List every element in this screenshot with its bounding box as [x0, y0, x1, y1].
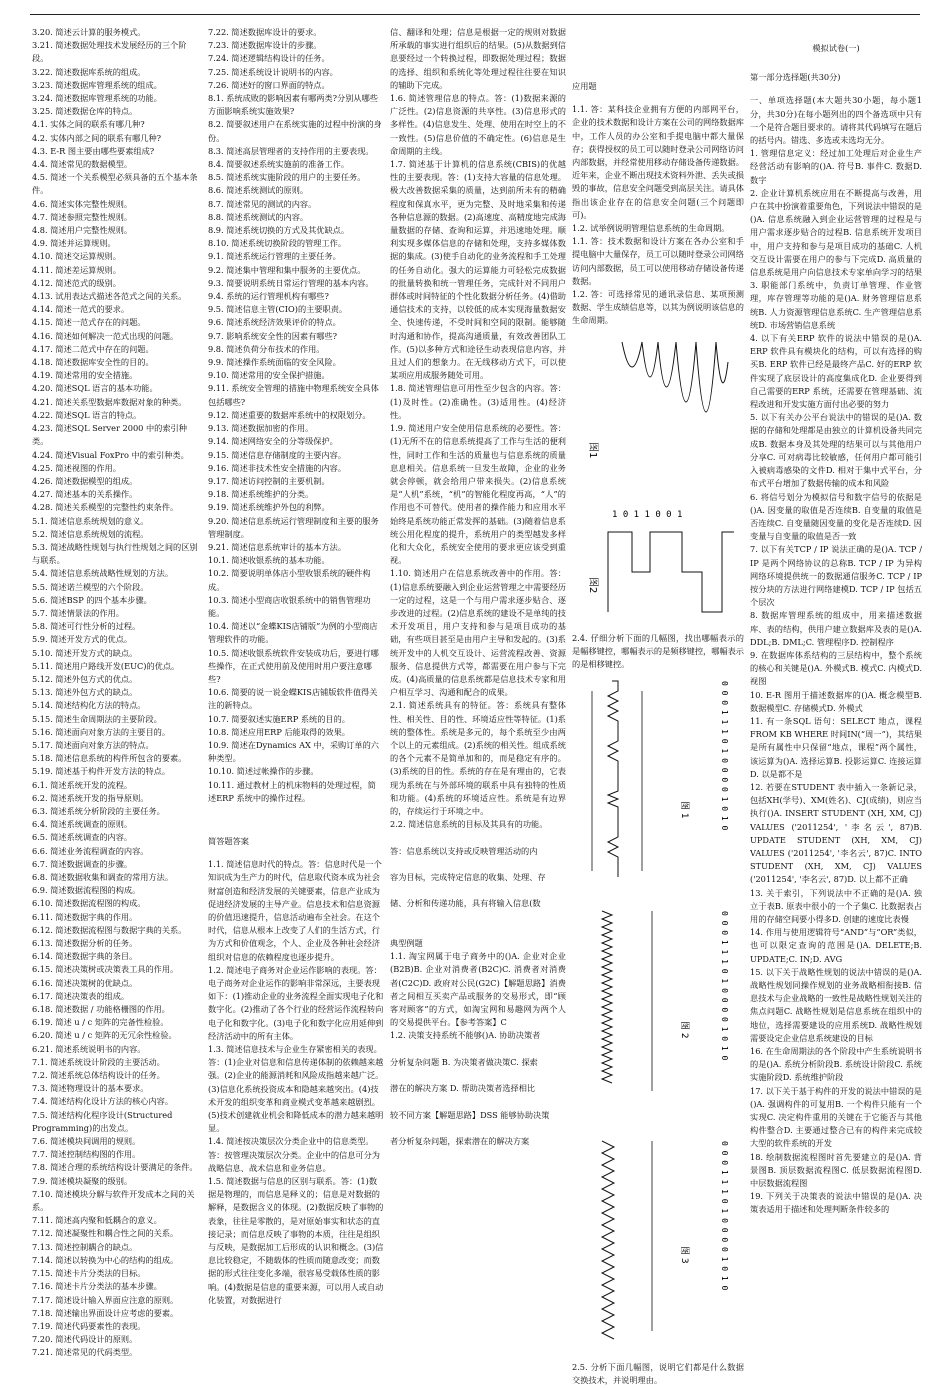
question-item: 5.10. 简述开发方式的缺点。: [32, 647, 138, 658]
question-item: 4.28. 简述关系模型的完整性约束条件。: [32, 502, 179, 513]
answer-list: [208, 858, 384, 1307]
question-item: 4.15. 简述一范式存在的问题。: [32, 317, 146, 328]
question-item: 10.10. 简述过帐操作的步骤。: [208, 766, 319, 777]
question-item: 10.4. 简述以“金蝶KIS店铺版”为例的小型商店管理软件的功能。: [208, 621, 378, 645]
question-item: 4.22. 简述SQL 语言的特点。: [32, 409, 142, 420]
question-item: 3.20. 简述云计算的服务模式。: [32, 27, 146, 37]
exam-question: 7. 以下有关TCP / IP 说法正确的是()A. TCP / IP 是两个网络协议的总称B. TCP / IP 为异构网络环境提供统一的数据通信服务C. TCP / IP 按分块的方法进行网络建模D. TCP / IP 包括五个层次: [750, 544, 922, 608]
fig-a-bits: 0 0 0 1 1 1 0 1 0 0 0 0 1 0 1 0: [720, 681, 729, 831]
exam-question: 6. 将信号划分为模拟信号和数字信号的依据是()A. 因变量的取值是否连续B. 自变量的取值是否连续C. 自变量随因变量的变化是否连续D. 因变量与自变量的取值是否一致: [750, 491, 922, 542]
question-item: 7.19. 简述代码要素性的表现。: [32, 1320, 146, 1331]
question-item: 5.6. 简述BSP 的四个基本步骤。: [32, 594, 152, 605]
question-item: 3.21. 简述数据处理技术发展经历的三个阶段。: [32, 40, 187, 64]
question-item: 6.13. 简述数据分析的任务。: [32, 938, 138, 949]
question-item: 10.6. 简要的说一说金蝶KIS店铺版软件值得关注的新特点。: [208, 687, 378, 711]
question-item: 9.21. 简述信息系统审计的基本方法。: [208, 541, 347, 552]
modulation-plot-1: [592, 681, 729, 877]
question-item: 8.10. 简述系统切换阶段的管理工作。: [208, 238, 347, 249]
question-item: 5.4. 简述信息系统战略性规划的方法。: [32, 568, 174, 579]
fig-c-label: 图 3: [679, 1246, 689, 1264]
question-item: 10.5. 简述收银系统软件安装成功后，要进行哪些操作，在正式使用前及使用时用户要注意哪些?: [208, 647, 379, 684]
question-item: 5.8. 简述可行性分析的过程。: [32, 621, 141, 632]
exam-question: 9. 在数据库体系结构的三层结构中，整个系统的核心和关键是()A. 外模式B. 模式C. 内模式D. 视图: [750, 649, 922, 687]
answer-item: 1.4. 简述按决策层次分类企业中的信息类型。答：按管理决策层次分类。企业中的信息可分为战略信息、战术信息和业务信息。: [208, 1136, 380, 1173]
question-item: 5.3. 简述战略性规划与执行性规划之间的区别与联系。: [32, 541, 198, 566]
exam-question: 19. 下列关于决策表的说法中错误的是()A. 决策表适用于描述和处理判断条件较多的: [750, 1191, 922, 1215]
exam-question: 1. 管理信息定义：经过加工处理后对企业生产经营活动有影响的()A. 符号B. 事件C. 数据D. 数字: [750, 148, 922, 185]
question-item: 5.15. 简述生命周期法的主要阶段。: [32, 713, 162, 724]
question-item: 9.12. 简述重要的数据库系统中的权限划分。: [208, 409, 371, 420]
exam-question: 12. 若要在STUDENT 表中插入一条新记录，包括XH(学号)、XM(姓名)、CJ(成绩)，则应当执行()A. INSERT STUDENT (XH, XM, CJ) VALUES ('2011254', '李名云', 87)B. UPDATE STUDENT (XH, XM, CJ) VALUES ('2011254', '李名云', 87)C. INTO STUDENT (XH, XM, CJ) VALUES ('2011254', '李名云', 87)D. 以上都不正确: [750, 781, 922, 885]
question-item: 8.1. 系统成败的影响因素有哪两类?分别从哪些方面影响系统实施效果?: [208, 93, 378, 117]
question-item: 3.24. 简述数据库管理系统的功能。: [32, 93, 162, 104]
text-item: [390, 1069, 566, 1082]
fig2-bits: 1 0 1 1 0 0 1: [612, 509, 683, 520]
question-item: 4.4. 简述常见的数据模型。: [32, 159, 133, 170]
text-item: 2.2. 简述信息系统的目标及其具有的功能。: [390, 819, 548, 830]
exam-question: 3. 职能部门系统中，负责订单管理、作业管理，库存管理等功能的是()A. 财务管理信息系统B. 人力资源管理信息系统C. 生产管理信息系统D. 市场营销信息系统: [750, 280, 922, 330]
question-item: 5.9. 简述开发方式的优点。: [32, 634, 133, 645]
text-item: 答：信息系统以支持或反映管理活动的内: [390, 845, 538, 856]
question-item: 9.14. 简述网络安全的分等级保护。: [208, 436, 338, 447]
exam-question: 2. 企业计算机系统应用在不断提高与改善，用户在其中扮演着重要角色，下列说法中错误的是()A. 信息系统融入到企业运营管理的过程是与用户需求逐步贴合的过程B. 信息系统开发项目中，用户支持和参与是项目成功的基础C. 人机交互设计需要在用户的参与下完成D. 高质量的信息系统是用户向信息技术专家单向学习的结果: [750, 187, 922, 278]
question-item: 9.17. 简述访问控制的主要机制。: [208, 475, 330, 486]
question-item: 7.15. 简述卡片分类法的目标。: [32, 1268, 146, 1279]
exam-question: 10. E-R 图用于描述数据库的()A. 概念模型B. 数据模型C. 存储模式D. 外模式: [750, 689, 922, 713]
question-item: 4.10. 简述交运算规则。: [32, 251, 121, 262]
question-item: 4.18. 简述数据库安全性的目的。: [32, 357, 154, 368]
exam-question: 17. 以下关于基于构件的开发的说法中错误的是()A. 强调构件的可复用B. 一个构件只能有一个实现C. 决定构件重用的关键在于它能否与其他构件整合D. 主要通过整合已有的构件来完成较大型的软件系统的开发: [750, 1085, 922, 1149]
question-item: 9.6. 简述系统经济效果评价的特点。: [208, 317, 341, 328]
app-question: 1.1. 答：某科技企业拥有方便的内部网平台，企业的技术数据和设计方案在公司的网络数据库中，工作人员的办公室和手提电脑中都大量保存；获得授权的员工可以随时登录公司网络访问内部数据，并经常使用移动存储设备传递数据。近年来，企业不断出现技术资料外泄、丢失或损毁的事故，信息安全问题受到高层关注。请具体指出该企业存在的信息安全问题(三个问题即可)。: [572, 104, 744, 220]
question-item: 4.3. E-R 图主要由哪些要素组成?: [32, 145, 155, 156]
question-item: 9.10. 简述常用的安全保护措施。: [208, 370, 330, 381]
question-item: 7.18. 简述输出界面设计应考虑的要素。: [32, 1307, 179, 1318]
question-item: 4.5. 简述一个关系模型必须具备的五个基本条件。: [32, 172, 198, 196]
question-item: 6.10. 简述数据流程图的构成。: [32, 898, 146, 909]
question-item: 9.2. 简述集中管理和集中服务的主要优点。: [208, 264, 366, 275]
question-item: 8.5. 简述系统实施阶段的用户的主要任务。: [208, 172, 366, 183]
question-item: 7.13. 简述控制耦合的缺点。: [32, 1241, 138, 1252]
question-item: 3.22. 简述数据库系统的组成。: [32, 66, 146, 77]
app-question: 1.2. 试举例说明管理信息系统的生命周期。: [572, 223, 730, 234]
text-item: [390, 911, 566, 924]
question-item: 9.4. 系统的运行管理机构有哪些?: [208, 291, 329, 302]
question-item: 7.10. 简述模块分解与软件开发成本之间的关系。: [32, 1188, 195, 1213]
text-item: 信、翻译和处理；信息是根据一定的规则对数据所承载的事实进行组织后的结果。(5)从数据到信息要经过一个转换过程，即数据处理过程；数据的选择、组织和系统化等处理过程往往要在知识的辅助下完成。: [390, 27, 566, 90]
exam-question: 8. 数据库管理系统的组成中，用来描述数据库、表的结构，供用户建立数据库及表的是()A. DDL;B. DML;C. 管理程序D. 控制程序: [750, 610, 922, 647]
question-item: 4.1. 实体之间的联系有哪几种?: [32, 119, 145, 130]
question-item: 5.2. 简述信息系统规划的流程。: [32, 528, 149, 539]
text-item: [390, 1043, 566, 1056]
answer-item: 1.3. 简述信息技术与企业生存紧密相关的表现。答：(1)企业对信息和信息传递体制的依赖越来越强。(2)企业的能源消耗和风险成指越来越广泛。(3)信息化系统投资成本和隐越来越突出。(4)技术开发的组织变革和商业模式变革越来越剧烈。(5)技术创建就业机会和降低成本的潜力越来越明显。: [208, 1044, 384, 1134]
question-item: 10.8. 简述应用ERP 后能取得的效果。: [208, 726, 350, 737]
question-item: 7.6. 简述模块间调用的规则。: [32, 1136, 141, 1147]
exam-question: 16. 在生命周期法的各个阶段中产生系统说明书的是()A. 系统分析阶段B. 系统设计阶段C. 系统实施阶段D. 系统维护阶段: [750, 1046, 922, 1083]
question-item: 7.22. 简述数据库设计的要求。: [208, 27, 322, 37]
column-2: [208, 26, 384, 1307]
question-item: 5.18. 简述信息系统的构件所包含的要素。: [32, 753, 187, 764]
question-item: 6.18. 简述数据 / 功能格栅图的作用。: [32, 1004, 170, 1015]
signal-figure-1: [572, 332, 744, 632]
question-item: 8.8. 简述系统测试的内容。: [208, 211, 309, 222]
text-item: [390, 924, 566, 937]
question-item: 10.1. 简述收银系统的基本功能。: [208, 555, 330, 566]
question-item: 7.12. 简述凝聚性和耦合性之间的关系。: [32, 1228, 179, 1239]
question-item: 4.7. 简述参照完整性规则。: [32, 211, 133, 222]
question-item: 4.13. 试用表达式描述各范式之间的关系。: [32, 291, 187, 302]
question-item: 5.5. 简述诺兰模型的六个阶段。: [32, 581, 149, 592]
exam-question: 13. 关于索引，下列说法中不正确的是()A. 独立于表B. 原表中很小的一个子集C. 比数据表占用的存储空间要小得多D. 创建的速度比表慢: [750, 887, 922, 924]
text-item: 典型例题: [390, 938, 423, 949]
answer-item: 1.5. 简述数据与信息的区别与联系。答：(1)数据是物理的，而信息是释义的；信息是对数据的解释，是数据含义的体现。(2)数据反映了事物的表象，往往是零散的，是对原始事实和状态的直接记录；而信息反映了事物的本质，往往是组织与反映，是数据加工后形成的认识和概念。(3)信息比较稳定，不随载体的性质而随意改变；而数据的形式往往变化多端，很容易受载体性质的影响。(4)数据是信息的重要来源，可以用人或自动化装置，对数据进行: [208, 1176, 384, 1305]
question-item: 4.9. 简述并运算规则。: [32, 238, 116, 249]
question-item: 9.5. 简述信息主管(CIO)的主要职责。: [208, 304, 348, 315]
question-item: 5.16. 简述面向对象方法的主要目的。: [32, 726, 171, 737]
text-item: [390, 1122, 566, 1135]
text-item: 潜在的解决方案 D. 帮助决策者选择相比: [390, 1083, 536, 1094]
fig-c-bits: 0 0 0 1 1 1 0 1 0 0 0 0 1 0 1 0: [720, 1141, 729, 1291]
question-item: 9.16. 简述非技术性安全措施的内容。: [208, 462, 347, 473]
question-item: 4.25. 简述视图的作用。: [32, 462, 121, 473]
exam-question: 18. 绘制数据流程图时首先要建立的是()A. 背景图B. 顶层数据流程图C. 低层数据流程图D. 中层数据流程图: [750, 1151, 922, 1189]
question-item: 7.25. 简述系统设计说明书的内容。: [208, 66, 338, 77]
fig1-label: 图1: [587, 441, 598, 459]
question-item: 10.7. 简要叙述实施ERP 系统的目的。: [208, 713, 350, 724]
question-item: 9.7. 影响系统安全性的因素有哪些?: [208, 330, 338, 341]
question-item: 6.6. 简述业务流程调查的内容。: [32, 845, 149, 856]
text-item: 者分析复杂问题，探索潜在的解决方案: [390, 1136, 530, 1147]
question-item: 9.13. 简述数据加密的作用。: [208, 423, 314, 434]
question-item: 7.4. 简述结构化设计方法的核心内容。: [32, 1096, 174, 1107]
question-item: 6.1. 简述系统开发的流程。: [32, 779, 133, 790]
question-item: 5.17. 简述面向对象方法的特点。: [32, 739, 154, 750]
question-item: 4.17. 简述二范式中存在的问题。: [32, 343, 154, 354]
question-item: 9.18. 简述系统维护的分类。: [208, 489, 314, 500]
question-item: 7.26. 简述好的窗口界面的特点。: [208, 79, 330, 90]
question-item: 7.1. 简述系统设计阶段的主要活动。: [32, 1056, 165, 1067]
exam-question: 11. 有一条SQL 语句：SELECT 地点，课程FROM KB WHERE 时间IN(“周一”)，其结果是所有属性中只保留“地点，课程”两个属性，该运算为()A. 选择运算B. 投影运算C. 连接运算D. 以是都不是: [750, 715, 922, 779]
question-item: 6.9. 简述数据流程图的构成。: [32, 885, 141, 896]
fig-a-label: 图 1: [679, 801, 689, 819]
column-3: [390, 26, 566, 1148]
exam-question: 14. 作用与使用逻辑符号“AND”与“OR”类似，也可以限定查询的范围是()A. DELETE;B. UPDATE;C. IN;D. AVG: [750, 927, 922, 964]
question-item: 9.20. 简述信息系统运行管理制度和主要的服务管理制度。: [208, 515, 379, 539]
section-heading-answers: 简答题答案: [208, 835, 249, 846]
app-answer: 1.2. 答：可选择常见的通讯录信息、某项预测数据、学生成绩信息等，以其为例说明该信息的生命周期。: [572, 289, 744, 326]
question-item: 8.4. 简要叙述系统实施前的准备工作。: [208, 159, 350, 170]
text-item: 1.2. 决策支持系统不能够()A. 协助决策者: [390, 1030, 541, 1041]
question-item: 10.9. 简述在Dynamics AX 中，采购订单的六种类型。: [208, 739, 379, 764]
question-item: 4.11. 简述差运算规则。: [32, 264, 121, 275]
question-item: 8.7. 简述常见的测试的内容。: [208, 198, 317, 209]
answer-item: 1.2. 简述电子商务对企业运作影响的表现。答：电子商务对企业运作的影响非常深远，主要表现如下：(1)推动企业的业务流程全面实现电子化和数字化。(2)推动了各个行业的经营运作流程转向电子化和数字化。(3)电子化和数字化应用延伸到经济活动中的所有主体。: [208, 964, 384, 1041]
question-item: 5.19. 简述基于构件开发方法的特点。: [32, 766, 171, 777]
question-item: 7.11. 简述高内聚和低耦合的意义。: [32, 1215, 162, 1226]
question-item: 5.12. 简述外包方式的优点。: [32, 673, 138, 684]
question-item: 6.5. 简述系统调查的内容。: [32, 832, 133, 843]
question-item: 9.8. 简述负荷分布技术的作用。: [208, 343, 325, 354]
question-item: 4.2. 实体内部之间的联系有哪几种?: [32, 132, 162, 143]
question-item: 6.15. 简述决策树或决策表工具的作用。: [32, 964, 179, 975]
question-item: 4.26. 简述数据模型的组成。: [32, 475, 138, 486]
question-item: 6.20. 简述 u / c 矩阵的无冗余性检验。: [32, 1030, 177, 1041]
question-item: 7.2. 简述系统总体结构设计的任务。: [32, 1070, 165, 1081]
app-question: 2.5. 分析下面几幅图，说明它们都是什么数据交换技术，并说明理由。: [572, 1362, 744, 1386]
question-item: 3.25. 简述数据仓库的特点。: [32, 106, 138, 117]
question-item: 8.2. 简要叙述用户在系统实施的过程中扮演的身份。: [208, 119, 382, 143]
question-item: 7.8. 简述合理的系统结构设计要满足的条件。: [32, 1162, 198, 1173]
fig2-label: 图2: [587, 576, 598, 594]
modulation-plot-2: [602, 911, 729, 1091]
question-item: 6.14. 简述数据字典的条目。: [32, 951, 138, 962]
question-item: 9.15. 简述信息存储制度的主要内容。: [208, 449, 347, 460]
question-item: 4.20. 简述SQL 语言的基本功能。: [32, 383, 158, 394]
question-item: 9.1. 简述系统运行管理的主要任务。: [208, 251, 341, 262]
question-item: 5.14. 简述结构化方法的特点。: [32, 700, 146, 711]
question-list-2: [208, 26, 384, 805]
question-item: 7.17. 简述设计输入界面应注意的原则。: [32, 1294, 179, 1305]
column-4: [572, 26, 744, 1388]
question-item: 6.21. 简述系统说明书的内容。: [32, 1043, 146, 1054]
question-item: 7.14. 简述以转换为中心的结构的组成。: [32, 1254, 179, 1265]
section-heading-application: 应用题: [572, 81, 597, 91]
app-question: 2.4. 仔细分析下面的几幅图，找出哪幅表示的是幅移键控，哪幅表示的是频移键控，哪幅表示的是相移键控。: [572, 632, 744, 670]
exam-question: 一、单项选择题(本大题共30小题，每小题1分，共30分)在每小题列出的四个备选项中只有一个是符合题目要求的。请将其代码填写在题后的括号内。错选、多选或未选均无分。: [750, 95, 922, 146]
modulation-plot-3: [602, 1141, 729, 1339]
question-item: 9.9. 简述操作系统面临的安全风险。: [208, 357, 341, 368]
fig-b-label: 图 2: [679, 1021, 689, 1039]
exam-part: 第一部分选择题(共30分): [750, 72, 841, 83]
text-item: [390, 1095, 566, 1108]
question-item: 7.7. 简述控制结构图的作用。: [32, 1149, 141, 1160]
app-answer: 1.1. 答：技术数据和设计方案在各办公室和手提电脑中大量保存，员工可以随时登录公司网络访问内部数据，员工可以使用移动存储设备传递数据。: [572, 236, 744, 286]
question-item: 4.12. 简述范式的级别。: [32, 277, 121, 288]
column-1: [32, 26, 202, 1360]
question-item: 8.9. 简述系统切换的方式及其优缺点。: [208, 225, 350, 236]
question-item: 3.23. 简述数据库管理系统的组成。: [32, 79, 162, 90]
question-item: 10.3. 简述小型商店收银系统中的销售管理功能。: [208, 594, 371, 618]
question-item: 5.1. 简述信息系统规划的意义。: [32, 515, 149, 526]
question-item: 9.11. 系统安全管理的措施中物理系统安全具体包括哪些?: [208, 383, 379, 407]
question-item: 7.9. 简述模块凝聚的级别。: [32, 1175, 133, 1186]
question-item: 8.3. 简述高层管理者的支持作用的主要表现。: [208, 145, 374, 156]
question-item: 6.12. 简述数据流程图与数据字典的关系。: [32, 924, 187, 935]
text-item: 1.6. 简述管理信息的特点。答：(1)数据来源的广泛性。(2)信息资源的共享性。(3)信息形式的多样性。(4)信息发生、处理、使用在时空上的不一致性。(5)信息价值的不确定性。(6)信息是生命周期的主线。: [390, 93, 566, 156]
text-item: 1.7. 简述基于计算机的信息系统(CBIS)的优越性的主要表现。答：(1)支持大容量的信息处理。极大改善数据采集的质量，达到前所未有的精确程度和保真水平，更为完整、及时地采集和传递各种信息源的数据。(2)高速度、高精度地完成海量数据的存储、查询和运算，并迅速地处理。顺利实现多媒体信息的存储和处理，支持多媒体数据的集成。(3)使手自动化的业务流程和手工处理的任务自动化。强大的运算能力可轻松完成数据的批量转换和统一管理任务，完成针对不同用户群体或时间特征的个性化数据分析任务。(4)借助通信技术的支持，以较低的成本实现海量数据安全、快速传递，不受时间和空间的限制。能够随时沟通和协作，提高沟通质量，有效改善团队工作。(5)以多种方式和途径生动表现信息内容，并且过人们的想象力。在无线移动方式下，可以使某项应用成服务随处可用。: [390, 159, 566, 381]
top-rule: [30, 14, 920, 15]
question-item: 10.2. 简要说明单体店小型收银系统的硬件构成。: [208, 568, 371, 592]
question-item: 6.19. 简述 u / c 矩阵的完备性检验。: [32, 1017, 169, 1028]
question-item: 4.6. 简述实体完整性规则。: [32, 198, 133, 209]
exam-question: 4. 以下有关ERP 软件的说法中错误的是()A. ERP 软件具有模块化的结构，可以有选择的购买B. ERP 软件已经是最终产品C. 好的ERP 软件实现了底层设计的高度集成化D. 企业要得到自己需要的ERP 系统，还需要在管理基础、流程改进和开发实施方面付出必要的努力: [750, 333, 922, 410]
question-item: 4.24. 简述Visual FoxPro 中的索引种类。: [32, 449, 189, 460]
question-item: 7.21. 简述常见的代码类型。: [32, 1347, 138, 1358]
question-item: 8.6. 简述系统测试的原则。: [208, 185, 309, 196]
text-item: 1.9. 简述用户安全使用信息系统的必要性。答：(1)无所不在的信息系统提高了工作与生活的便利性，同时工作和生活的质量也与信息系统的质量息息相关。信息系统一旦发生故障，企业的业务就会停顿，就会给用户带来损失。(2)信息系统是“人机”系统，“机”的智能化程度再高，“人”的作用也不可替代。使用者的操作能力和应用水平始终是系统功能正常发挥的基础。(3)随着信息系统公用化程度的提升，系统用户的类型越发多样化和大众化，系统安全使用的要求更应该受到重视。: [390, 423, 566, 566]
question-item: 7.3. 简述物理设计的基本要求。: [32, 1083, 149, 1094]
text-item: 储、分析和传递功能，具有将输入信息(数: [390, 898, 541, 909]
question-item: 4.19. 简述常用的安全措施。: [32, 370, 138, 381]
question-item: 4.21. 简述关系型数据库数据对象的种类。: [32, 396, 187, 407]
text-item: [390, 831, 566, 844]
question-item: 9.19. 简述系统维护外包的利弊。: [208, 502, 330, 513]
question-item: 6.11. 简述数据字典的作用。: [32, 911, 138, 922]
question-item: 10.11. 通过教材上的机床物料的处理过程，简述ERP 系统中的操作过程。: [208, 779, 376, 803]
fig-b-bits: 0 0 0 1 1 1 0 1 0 0 0 0 1 0 1 0: [720, 911, 729, 1061]
text-item: 1.1. 淘宝网属于电子商务中的()A. 企业对企业(B2B)B. 企业对消费者(B2C)C. 消费者对消费者(C2C)D. 政府对公民(G2C)【解题思路】消费者之间相互买卖产品或服务的交易形式，即“顾客对顾客”的方式，如淘宝网和易趣网为两个人的交易提供平台。【参考答案】C: [390, 951, 566, 1028]
question-item: 9.3. 简要说明系统日常运行管理的基本内容。: [208, 277, 374, 288]
question-item: 6.8. 简述数据收集和调查的常用方法。: [32, 872, 174, 882]
question-item: 5.11. 简述用户路线开发(EUC)的优点。: [32, 660, 180, 671]
question-item: 6.3. 简述系统分析阶段的主要任务。: [32, 805, 165, 816]
question-item: 7.23. 简述数据库设计的步骤。: [208, 40, 322, 51]
text-item: 1.8. 简述管理信息可用性至少包含的内容。答：(1)及时性。(2)准确性。(3)适用性。(4)经济性。: [390, 383, 566, 420]
question-item: 6.7. 简述数据调查的步骤。: [32, 858, 133, 869]
text-item: 容为目标，完成特定信息的收集、处理、存: [390, 872, 546, 882]
text-item: 分析复杂问题 B. 为决策者做决策C. 探索: [390, 1056, 538, 1067]
question-item: 4.27. 简述基本的关系操作。: [32, 489, 138, 500]
question-item: 4.8. 简述用户完整性规则。: [32, 225, 133, 236]
text-item: [390, 858, 566, 871]
question-item: 4.16. 简述如何解决一范式出现的问题。: [32, 330, 179, 341]
question-item: 4.23. 简述SQL Server 2000 中的索引种类。: [32, 423, 187, 447]
question-item: 6.16. 简述决策树的优缺点。: [32, 977, 138, 988]
question-item: 6.2. 简述系统开发的指导原则。: [32, 792, 149, 803]
question-item: 7.20. 简述代码设计的原则。: [32, 1334, 138, 1345]
question-item: 7.24. 简述逻辑结构设计的任务。: [208, 53, 330, 64]
column-5: [750, 26, 922, 1217]
modulation-figure: [572, 671, 744, 1361]
question-item: 6.4. 简述系统调查的原则。: [32, 819, 133, 830]
question-item: 5.13. 简述外包方式的缺点。: [32, 687, 138, 698]
question-item: 6.17. 简述决策表的组成。: [32, 990, 130, 1001]
exam-title: 模拟试卷(一): [812, 43, 860, 53]
text-item: 较不同方案【解题思路】DSS 能够协助决策: [390, 1109, 550, 1120]
exam-question: 5. 以下有关办公平台说法中的错误的是()A. 数据的存储和处理都是由独立的计算机设备共同完成B. 数据本身及其处理的结果可以与其他用户分享C. 可对病毒比较敏感，任何用户都可能引入被病毒感染的文件D. 相对于集中式平台，分布式平台增加了数据传输的成本和风险: [750, 412, 922, 489]
text-item: 1.10. 简述用户在信息系统改善中的作用。答：(1)信息系统要融入到企业运营管理之中需要经历一定的过程，这是一个与用户需求逐步贴合、逐步改进的过程。(2)信息系统的建设不是单纯的技术开发项目，用户支持和参与是项目成功的基础，有些项目甚至是由用户主导和发起的。(3)系统开发中的人机交互设计、运营流程改善、资源服务、信息提供方式等，都需要在用户参与下完成。(4)高质量的信息系统都是信息技术专家和用户相互学习、沟通和配合的成果。: [390, 568, 566, 698]
answer-item: 1.1. 简述信息时代的特点。答：信息时代是一个知识成为生产力的时代，信息取代资本成为社会财富创造和经济发展的关键要素，信息产业成为促进经济发展的主导产业。信息技术和信息资源的价值迅速提升，信息活动遍布全社会。在这个时代，信息从根本上改变了人们的生活方式，行为方式和价值观念，个人、企业及各种社会经济组织对信息的依赖程度也逐步提升。: [208, 859, 382, 962]
text-item: [390, 884, 566, 897]
question-item: 7.16. 简述卡片分类法的基本步骤。: [32, 1281, 162, 1292]
question-item: 7.5. 简述结构化程序设计(Structured Programming)的出发点。: [32, 1109, 173, 1133]
question-item: 4.14. 简述一范式的要求。: [32, 304, 130, 315]
exam-question: 15. 以下关于战略性规划的说法中错误的是()A. 战略性规划同操作规划的业务战略相衔接B. 信息技术与企业战略的一致性是战略性规划关注的焦点问题C. 战略性规划是信息系统在组织中的地位，选择需要建设的应用系统D. 战略性规划需要设定企业信息系统建设的目标: [750, 966, 922, 1043]
text-item: 2.1. 简述系统具有的特征。答：系统具有整体性、相关性、目的性、环境适应性等特征。(1)系统的整体性。系统是多元的，每个系统至少由两个以上的元素组成。(2)系统的相关性。组成系统的各个元素不是简单加和的，而是稳定有序的。(3)系统的目的性。系统的存在是有理由的，它表现为系统在与外部环境的联系中具有独特的性质和功能。(4)系统的环境适应性。系统是有边界的，存续运行于环境之中。: [390, 700, 566, 816]
question-item: 5.7. 简述情景法的作用。: [32, 607, 124, 618]
